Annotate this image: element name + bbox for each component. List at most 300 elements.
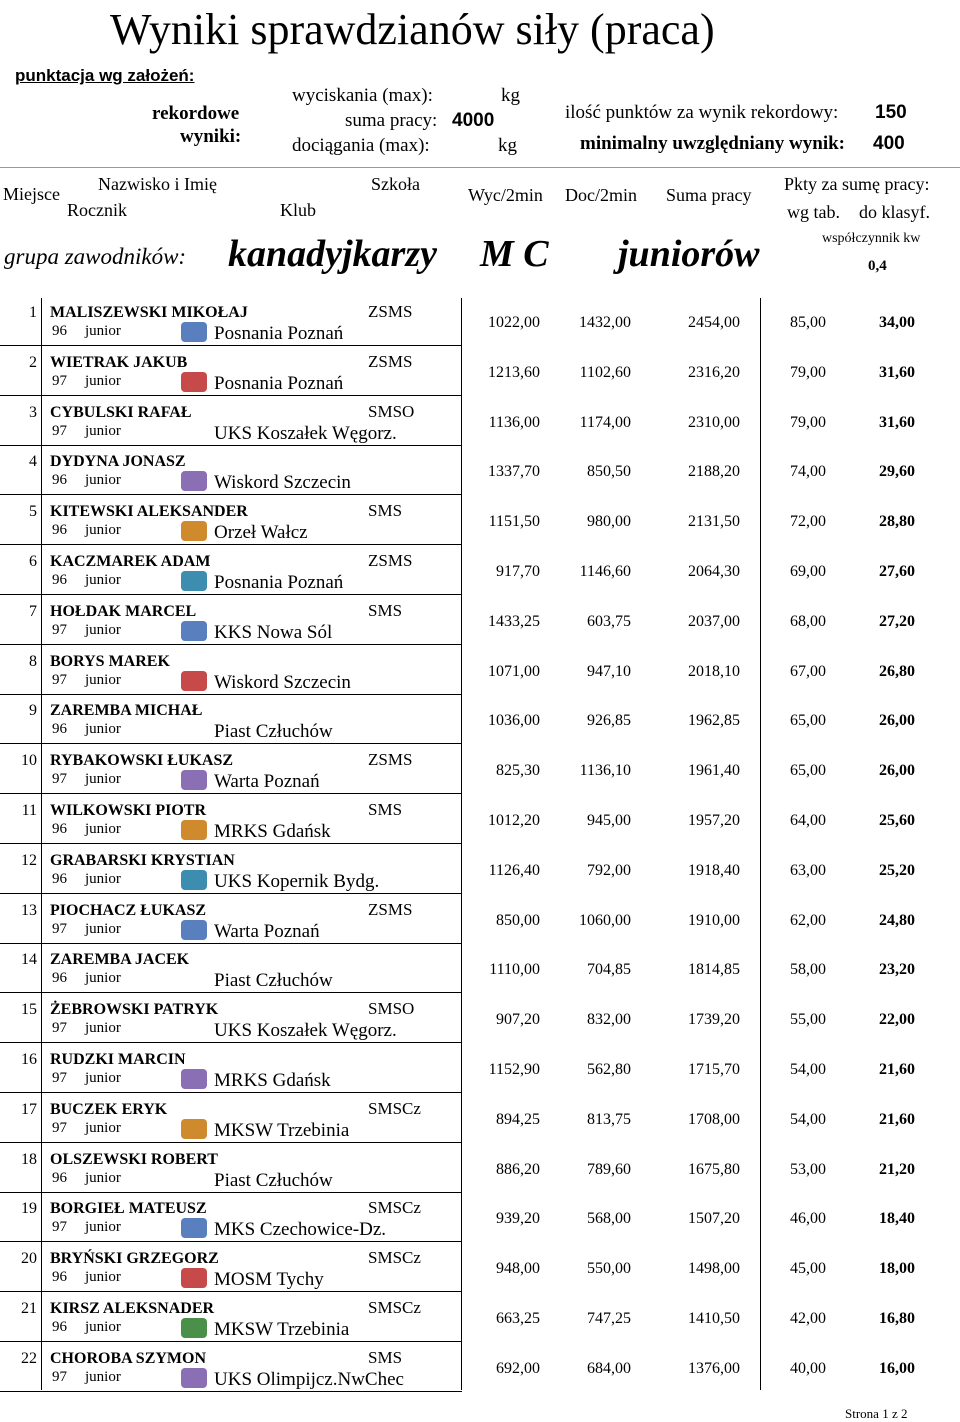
athlete-year: 97	[52, 921, 67, 937]
athlete-year: 96	[52, 1319, 67, 1335]
athlete-level: junior	[85, 323, 121, 339]
col-sum: Suma pracy	[666, 185, 752, 205]
athlete-level: junior	[85, 522, 121, 538]
athlete-club: UKS Kopernik Bydg.	[214, 871, 380, 892]
athlete-name: WIETRAK JAKUB	[50, 354, 188, 371]
doc-value: 568,00	[587, 1210, 631, 1227]
points-tab-value: 65,00	[790, 762, 826, 779]
points-tab-value: 79,00	[790, 364, 826, 381]
doc-value: 1136,10	[579, 762, 631, 779]
wyc-value: 1012,20	[488, 812, 540, 829]
col-club: Klub	[280, 200, 316, 220]
athlete-club: KKS Nowa Sól	[214, 622, 333, 643]
row-place: 10	[21, 752, 37, 769]
row-place: 20	[21, 1250, 37, 1267]
row-divider	[0, 1142, 462, 1143]
athlete-club: UKS Koszałek Węgorz.	[214, 423, 397, 444]
wyc-value: 907,20	[496, 1011, 540, 1028]
athlete-name: WILKOWSKI PIOTR	[50, 802, 207, 819]
wyc-value: 1213,60	[488, 364, 540, 381]
athlete-school: SMSCz	[368, 1099, 421, 1118]
points-tab-value: 65,00	[790, 712, 826, 729]
sum-value: 1918,40	[688, 862, 740, 879]
row-place: 13	[21, 902, 37, 919]
athlete-club: UKS Koszałek Węgorz.	[214, 1020, 397, 1041]
athlete-name: DYDYNA JONASZ	[50, 453, 186, 470]
col-name: Nazwisko i Imię	[98, 174, 217, 194]
col-wyc: Wyc/2min	[468, 185, 543, 205]
group-label: grupa zawodników:	[4, 244, 187, 269]
athlete-school: ZSMS	[368, 352, 413, 371]
row-divider	[0, 1391, 462, 1392]
row-place: 16	[21, 1051, 37, 1068]
group-age: juniorów	[618, 233, 760, 275]
points-tab-value: 54,00	[790, 1061, 826, 1078]
points-klasyf-value: 34,00	[879, 314, 915, 331]
athlete-name: KACZMAREK ADAM	[50, 553, 211, 570]
row-place: 18	[21, 1151, 37, 1168]
points-klasyf-value: 26,00	[879, 712, 915, 729]
points-tab-value: 85,00	[790, 314, 826, 331]
row-divider	[0, 544, 462, 545]
club-logo-icon	[181, 870, 207, 890]
points-tab-value: 63,00	[790, 862, 826, 879]
points-tab-value: 62,00	[790, 912, 826, 929]
work-value: 4000	[452, 110, 495, 131]
athlete-year: 96	[52, 323, 67, 339]
athlete-level: junior	[85, 1070, 121, 1086]
athlete-year: 97	[52, 373, 67, 389]
wyc-value: 1337,70	[488, 463, 540, 480]
athlete-level: junior	[85, 1219, 121, 1235]
sum-value: 2188,20	[688, 463, 740, 480]
wyc-value: 1022,00	[488, 314, 540, 331]
points-tab-value: 55,00	[790, 1011, 826, 1028]
club-logo-icon	[181, 471, 207, 491]
athlete-club: Posnania Poznań	[214, 373, 344, 394]
wyc-value: 1151,50	[488, 513, 540, 530]
row-divider	[0, 594, 462, 595]
row-divider	[0, 1341, 462, 1342]
athlete-year: 96	[52, 721, 67, 737]
athlete-school: SMSCz	[368, 1298, 421, 1317]
row-place: 6	[29, 553, 37, 570]
press-unit: kg	[501, 85, 520, 106]
athlete-year: 96	[52, 472, 67, 488]
athlete-club: MRKS Gdańsk	[214, 1070, 331, 1091]
sum-value: 1961,40	[688, 762, 740, 779]
row-place: 22	[21, 1350, 37, 1367]
athlete-year: 96	[52, 970, 67, 986]
row-divider	[0, 793, 462, 794]
athlete-level: junior	[85, 1269, 121, 1285]
row-divider	[0, 644, 462, 645]
athlete-club: MKS Czechowice-Dz.	[214, 1219, 387, 1240]
row-divider	[0, 694, 462, 695]
row-divider	[0, 1241, 462, 1242]
points-tab-value: 40,00	[790, 1360, 826, 1377]
row-divider	[0, 1092, 462, 1093]
club-logo-icon	[181, 322, 207, 342]
athlete-level: junior	[85, 1319, 121, 1335]
doc-value: 1174,00	[579, 414, 631, 431]
pull-unit: kg	[498, 135, 517, 156]
athlete-level: junior	[85, 1170, 121, 1186]
athlete-club: Posnania Poznań	[214, 323, 344, 344]
points-klasyf-value: 21,20	[879, 1161, 915, 1178]
athlete-name: PIOCHACZ ŁUKASZ	[50, 902, 207, 919]
doc-value: 926,85	[587, 712, 631, 729]
athlete-level: junior	[85, 1020, 121, 1036]
athlete-level: junior	[85, 970, 121, 986]
wyc-value: 1071,00	[488, 663, 540, 680]
sum-value: 2316,20	[688, 364, 740, 381]
athlete-club: Piast Człuchów	[214, 970, 333, 991]
wyc-value: 663,25	[496, 1310, 540, 1327]
row-place: 7	[29, 603, 37, 620]
athlete-name: MALISZEWSKI MIKOŁAJ	[50, 304, 248, 321]
header-divider	[0, 167, 960, 168]
work-label: suma pracy:	[345, 110, 438, 131]
points-klasyf-value: 25,60	[879, 812, 915, 829]
points-tab-value: 67,00	[790, 663, 826, 680]
athlete-club: UKS Olimpijcz.NwChec	[214, 1369, 404, 1390]
col-year: Rocznik	[67, 200, 127, 220]
athlete-name: OLSZEWSKI ROBERT	[50, 1151, 218, 1168]
club-logo-icon	[181, 770, 207, 790]
points-tab-value: 45,00	[790, 1260, 826, 1277]
points-klasyf-value: 29,60	[879, 463, 915, 480]
athlete-name: CHOROBA SZYMON	[50, 1350, 207, 1367]
athlete-school: SMS	[368, 800, 403, 819]
press-label: wyciskania (max):	[292, 85, 433, 106]
athlete-school: SMSCz	[368, 1248, 421, 1267]
athlete-year: 97	[52, 423, 67, 439]
sum-value: 1675,80	[688, 1161, 740, 1178]
record-points-value: 150	[875, 102, 907, 123]
row-divider	[0, 395, 462, 396]
points-klasyf-value: 31,60	[879, 364, 915, 381]
athlete-club: Warta Poznań	[214, 771, 320, 792]
athlete-level: junior	[85, 572, 121, 588]
athlete-club: MOSM Tychy	[214, 1269, 324, 1290]
athlete-club: Wiskord Szczecin	[214, 672, 351, 693]
wyc-value: 1110,00	[489, 961, 540, 978]
sum-value: 1507,20	[688, 1210, 740, 1227]
table-left-rule	[41, 298, 42, 1390]
wyc-value: 886,20	[496, 1161, 540, 1178]
row-divider	[0, 445, 462, 446]
athlete-year: 97	[52, 1369, 67, 1385]
wyc-value: 850,00	[496, 912, 540, 929]
athlete-level: junior	[85, 1120, 121, 1136]
row-place: 3	[29, 404, 37, 421]
athlete-name: BUCZEK ERYK	[50, 1101, 168, 1118]
doc-value: 704,85	[587, 961, 631, 978]
wyc-value: 948,00	[496, 1260, 540, 1277]
row-place: 14	[21, 951, 37, 968]
points-klasyf-value: 28,80	[879, 513, 915, 530]
row-place: 15	[21, 1001, 37, 1018]
club-logo-icon	[181, 521, 207, 541]
points-klasyf-value: 18,40	[879, 1210, 915, 1227]
doc-value: 813,75	[587, 1111, 631, 1128]
points-tab-value: 42,00	[790, 1310, 826, 1327]
min-result-value: 400	[873, 133, 905, 154]
sum-value: 2037,00	[688, 613, 740, 630]
club-logo-icon	[181, 571, 207, 591]
athlete-club: Wiskord Szczecin	[214, 472, 351, 493]
points-klasyf-value: 27,20	[879, 613, 915, 630]
club-logo-icon	[181, 1218, 207, 1238]
row-divider	[0, 345, 462, 346]
points-tab-value: 79,00	[790, 414, 826, 431]
row-place: 19	[21, 1200, 37, 1217]
coef-label: współczynnik kw	[822, 231, 921, 246]
athlete-club: Posnania Poznań	[214, 572, 344, 593]
athlete-club: MKSW Trzebinia	[214, 1319, 350, 1340]
points-klasyf-value: 22,00	[879, 1011, 915, 1028]
points-klasyf-value: 26,00	[879, 762, 915, 779]
row-place: 4	[29, 453, 37, 470]
athlete-name: HOŁDAK MARCEL	[50, 603, 197, 620]
table-right-rule	[760, 298, 761, 1390]
athlete-school: SMSO	[368, 402, 415, 421]
sum-value: 1715,70	[688, 1061, 740, 1078]
club-logo-icon	[181, 671, 207, 691]
row-place: 5	[29, 503, 37, 520]
sum-value: 1814,85	[688, 961, 740, 978]
points-klasyf-value: 21,60	[879, 1111, 915, 1128]
doc-value: 1060,00	[579, 912, 631, 929]
points-klasyf-value: 31,60	[879, 414, 915, 431]
athlete-level: junior	[85, 1369, 121, 1385]
coef-value: 0,4	[868, 258, 887, 274]
points-tab-value: 68,00	[790, 613, 826, 630]
points-klasyf-value: 16,00	[879, 1360, 915, 1377]
row-place: 1	[29, 304, 37, 321]
row-divider	[0, 893, 462, 894]
row-divider	[0, 1291, 462, 1292]
col-do-klasyf: do klasyf.	[859, 202, 930, 222]
athlete-year: 97	[52, 1219, 67, 1235]
wyc-value: 825,30	[496, 762, 540, 779]
club-logo-icon	[181, 820, 207, 840]
wyc-value: 939,20	[496, 1210, 540, 1227]
doc-value: 947,10	[587, 663, 631, 680]
doc-value: 603,75	[587, 613, 631, 630]
athlete-name: BRYŃSKI GRZEGORZ	[50, 1250, 219, 1267]
athlete-level: junior	[85, 622, 121, 638]
athlete-year: 97	[52, 672, 67, 688]
sum-value: 2454,00	[688, 314, 740, 331]
athlete-year: 97	[52, 1070, 67, 1086]
page-number: Strona 1 z 2	[845, 1406, 908, 1421]
athlete-club: Piast Człuchów	[214, 1170, 333, 1191]
athlete-name: RYBAKOWSKI ŁUKASZ	[50, 752, 234, 769]
col-doc: Doc/2min	[565, 185, 637, 205]
wyc-value: 1126,40	[488, 862, 540, 879]
athlete-year: 96	[52, 821, 67, 837]
athlete-year: 96	[52, 572, 67, 588]
athlete-level: junior	[85, 423, 121, 439]
doc-value: 1102,60	[579, 364, 631, 381]
athlete-level: junior	[85, 672, 121, 688]
wyc-value: 894,25	[496, 1111, 540, 1128]
min-result-label: minimalny uwzględniany wynik:	[580, 133, 845, 154]
points-klasyf-value: 24,80	[879, 912, 915, 929]
points-tab-value: 58,00	[790, 961, 826, 978]
athlete-year: 96	[52, 522, 67, 538]
row-place: 17	[21, 1101, 37, 1118]
records-label-1: rekordowe	[152, 103, 240, 124]
record-points-label: ilość punktów za wynik rekordowy:	[565, 102, 839, 123]
row-divider	[0, 992, 462, 993]
row-divider	[0, 1042, 462, 1043]
row-place: 21	[21, 1300, 37, 1317]
scoring-label: punktacja wg założeń:	[15, 66, 195, 85]
club-logo-icon	[181, 1069, 207, 1089]
athlete-name: ZAREMBA JACEK	[50, 951, 190, 968]
sum-value: 1498,00	[688, 1260, 740, 1277]
athlete-name: ŻEBROWSKI PATRYK	[50, 1001, 219, 1018]
doc-value: 550,00	[587, 1260, 631, 1277]
doc-value: 980,00	[587, 513, 631, 530]
col-points: Pkty za sumę pracy:	[784, 174, 930, 194]
club-logo-icon	[181, 1368, 207, 1388]
athlete-year: 96	[52, 871, 67, 887]
row-place: 8	[29, 653, 37, 670]
points-tab-value: 54,00	[790, 1111, 826, 1128]
points-klasyf-value: 16,80	[879, 1310, 915, 1327]
athlete-school: SMSCz	[368, 1198, 421, 1217]
athlete-club: MRKS Gdańsk	[214, 821, 331, 842]
athlete-name: KITEWSKI ALEKSANDER	[50, 503, 248, 520]
athlete-name: RUDZKI MARCIN	[50, 1051, 186, 1068]
sum-value: 1957,20	[688, 812, 740, 829]
row-place: 9	[29, 702, 37, 719]
athlete-name: ZAREMBA MICHAŁ	[50, 702, 203, 719]
athlete-name: BORGIEŁ MATEUSZ	[50, 1200, 207, 1217]
sum-value: 2310,00	[688, 414, 740, 431]
athlete-club: Orzeł Wałcz	[214, 522, 308, 543]
wyc-value: 692,00	[496, 1360, 540, 1377]
athlete-level: junior	[85, 771, 121, 787]
athlete-year: 96	[52, 1170, 67, 1186]
sum-value: 1376,00	[688, 1360, 740, 1377]
athlete-name: BORYS MAREK	[50, 653, 170, 670]
points-tab-value: 46,00	[790, 1210, 826, 1227]
row-place: 12	[21, 852, 37, 869]
athlete-level: junior	[85, 472, 121, 488]
points-tab-value: 72,00	[790, 513, 826, 530]
athlete-school: ZSMS	[368, 551, 413, 570]
wyc-value: 1152,90	[488, 1061, 540, 1078]
row-place: 11	[21, 802, 37, 819]
points-klasyf-value: 18,00	[879, 1260, 915, 1277]
athlete-school: ZSMS	[368, 302, 413, 321]
row-divider	[0, 494, 462, 495]
sum-value: 1962,85	[688, 712, 740, 729]
doc-value: 789,60	[587, 1161, 631, 1178]
sum-value: 1910,00	[688, 912, 740, 929]
club-logo-icon	[181, 1119, 207, 1139]
row-divider	[0, 843, 462, 844]
doc-value: 832,00	[587, 1011, 631, 1028]
athlete-year: 96	[52, 1269, 67, 1285]
col-school: Szkoła	[371, 174, 420, 194]
col-place: Miejsce	[3, 184, 60, 204]
athlete-school: SMSO	[368, 999, 415, 1018]
points-klasyf-value: 25,20	[879, 862, 915, 879]
club-logo-icon	[181, 621, 207, 641]
row-divider	[0, 743, 462, 744]
athlete-club: Warta Poznań	[214, 921, 320, 942]
athlete-level: junior	[85, 921, 121, 937]
points-tab-value: 74,00	[790, 463, 826, 480]
athlete-name: GRABARSKI KRYSTIAN	[50, 852, 235, 869]
points-klasyf-value: 23,20	[879, 961, 915, 978]
sum-value: 1708,00	[688, 1111, 740, 1128]
row-divider	[0, 1192, 462, 1193]
club-logo-icon	[181, 372, 207, 392]
sum-value: 2064,30	[688, 563, 740, 580]
row-place: 2	[29, 354, 37, 371]
wyc-value: 1036,00	[488, 712, 540, 729]
table-middle-rule	[461, 298, 462, 1390]
doc-value: 747,25	[587, 1310, 631, 1327]
group-category: M C	[480, 233, 549, 275]
club-logo-icon	[181, 920, 207, 940]
points-tab-value: 53,00	[790, 1161, 826, 1178]
points-tab-value: 64,00	[790, 812, 826, 829]
athlete-school: ZSMS	[368, 750, 413, 769]
club-logo-icon	[181, 1268, 207, 1288]
points-klasyf-value: 26,80	[879, 663, 915, 680]
doc-value: 1432,00	[579, 314, 631, 331]
athlete-school: SMS	[368, 501, 403, 520]
athlete-year: 97	[52, 771, 67, 787]
doc-value: 1146,60	[579, 563, 631, 580]
athlete-club: Piast Człuchów	[214, 721, 333, 742]
athlete-year: 97	[52, 1020, 67, 1036]
athlete-year: 97	[52, 622, 67, 638]
wyc-value: 917,70	[496, 563, 540, 580]
doc-value: 684,00	[587, 1360, 631, 1377]
page-title: Wyniki sprawdzianów siły (praca)	[110, 5, 715, 54]
athlete-club: MKSW Trzebinia	[214, 1120, 350, 1141]
group-discipline: kanadyjkarzy	[228, 233, 437, 275]
sum-value: 1739,20	[688, 1011, 740, 1028]
points-klasyf-value: 21,60	[879, 1061, 915, 1078]
wyc-value: 1433,25	[488, 613, 540, 630]
athlete-school: SMS	[368, 1348, 403, 1367]
club-logo-icon	[181, 1318, 207, 1338]
athlete-name: CYBULSKI RAFAŁ	[50, 404, 192, 421]
athlete-level: junior	[85, 721, 121, 737]
sum-value: 2018,10	[688, 663, 740, 680]
athlete-year: 97	[52, 1120, 67, 1136]
pull-label: dociągania (max):	[292, 135, 430, 156]
athlete-name: KIRSZ ALEKSNADER	[50, 1300, 215, 1317]
doc-value: 792,00	[587, 862, 631, 879]
athlete-level: junior	[85, 373, 121, 389]
doc-value: 945,00	[587, 812, 631, 829]
records-label-2: wyniki:	[180, 126, 242, 147]
doc-value: 850,50	[587, 463, 631, 480]
doc-value: 562,80	[587, 1061, 631, 1078]
row-divider	[0, 943, 462, 944]
